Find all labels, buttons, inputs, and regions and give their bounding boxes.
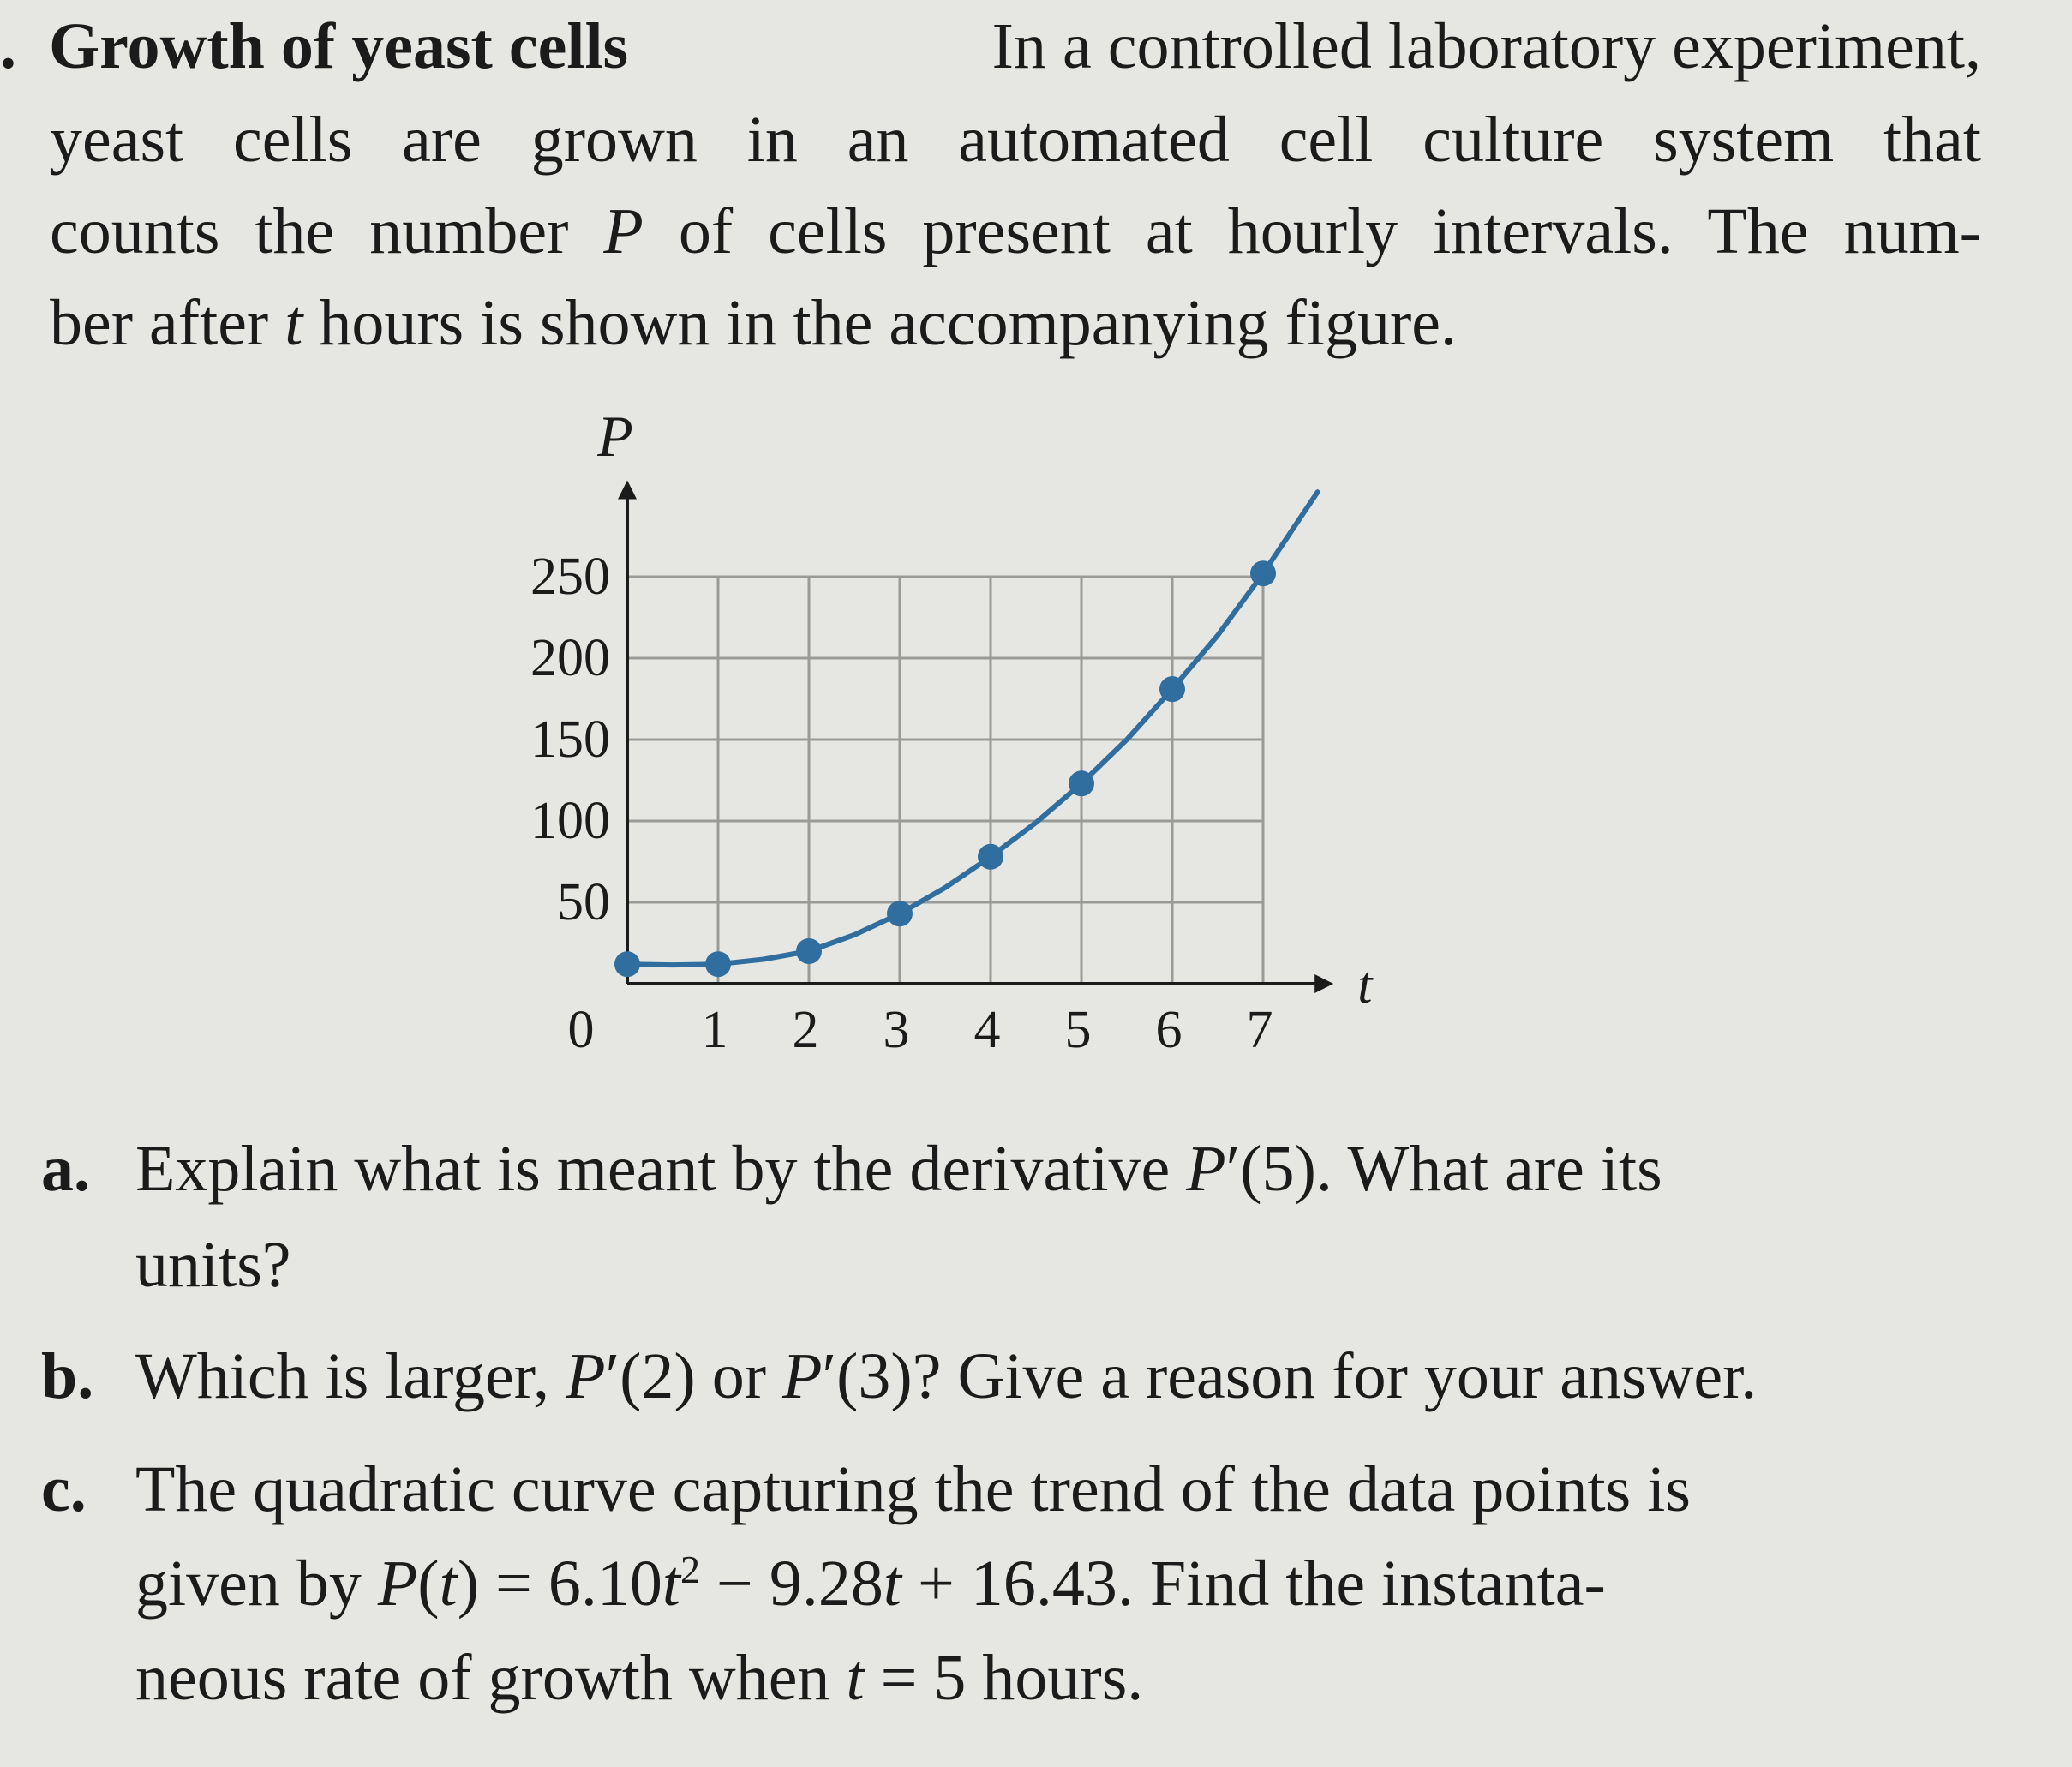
data-point <box>705 951 731 977</box>
data-point <box>1159 676 1185 702</box>
chart-axes <box>618 481 1333 994</box>
y-axis-label: P <box>597 404 633 469</box>
question-a-line-1 <box>41 1133 90 1205</box>
data-point <box>614 951 640 977</box>
data-point <box>1250 560 1276 586</box>
x-axis-label: t <box>1357 956 1373 1015</box>
chart-labels <box>530 404 1374 1059</box>
y-tick-label: 50 <box>557 873 610 931</box>
problem-intro-1: In a controlled laboratory experiment, <box>991 10 1981 82</box>
problem-line-4: ber after t hours is shown in the accompanying figure. <box>50 287 1457 359</box>
x-tick-label: 4 <box>973 1001 1001 1059</box>
data-point <box>978 844 1003 870</box>
next-problem-cutoff <box>0 1755 2072 1767</box>
question-a-label: a. <box>41 1133 90 1205</box>
question-c-text-1: The quadratic curve capturing the trend of the data points is <box>135 1453 1691 1525</box>
question-c-text-3: neous rate of growth when t = 5 hours. <box>135 1642 1144 1714</box>
chart-points <box>614 560 1276 977</box>
trend-curve <box>627 492 1318 965</box>
data-point <box>1069 770 1094 796</box>
chart-grid <box>627 577 1263 984</box>
chart-curve <box>627 492 1318 965</box>
x-tick-label: 1 <box>701 1001 728 1059</box>
x-tick-label: 7 <box>1246 1001 1273 1059</box>
x-tick-label: 6 <box>1155 1001 1183 1059</box>
question-c-text-2: given by $P(t) = 6.10t^2 - 9.28t + 16.43$. Find the instanta- <box>135 1548 1606 1620</box>
x-tick-label: 5 <box>1064 1001 1092 1059</box>
question-c-label: c. <box>41 1453 87 1525</box>
problem-line-1 <box>0 10 1981 82</box>
question-a-text-1: Explain what is meant by the derivative P′(5). What are its <box>135 1133 1662 1205</box>
x-tick-label: 3 <box>883 1001 910 1059</box>
origin-label: 0 <box>567 1001 595 1059</box>
problem-title: . Growth of yeast cells <box>0 10 629 82</box>
y-tick-label: 250 <box>530 548 610 606</box>
x-tick-label: 2 <box>792 1001 819 1059</box>
y-tick-label: 100 <box>530 792 610 850</box>
data-point <box>796 938 822 964</box>
question-b-text: Which is larger, P′(2) or P′(3)? Give a reason for your answer. <box>135 1340 1758 1412</box>
y-axis-arrow-icon <box>618 481 637 500</box>
growth-chart <box>463 403 1474 1071</box>
question-b-label: b. <box>41 1340 94 1412</box>
data-point <box>887 901 913 926</box>
y-tick-label: 150 <box>530 710 610 769</box>
problem-line-2: yeast cells are grown in an automated cell culture system that <box>50 104 1981 176</box>
y-tick-label: 200 <box>530 629 610 687</box>
x-axis-arrow-icon <box>1314 974 1333 993</box>
question-a-text-2: units? <box>135 1229 291 1301</box>
problem-line-3: counts the number P of cells present at hourly intervals. The num- <box>50 195 1981 267</box>
